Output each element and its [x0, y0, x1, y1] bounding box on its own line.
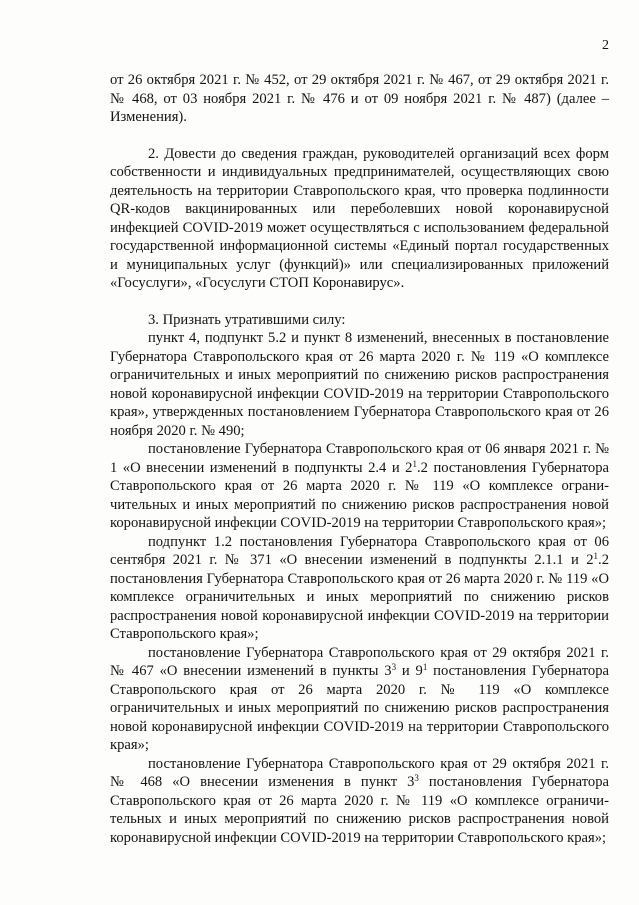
- paragraph-cont: от 26 октября 2021 г. № 452, от 29 октября 2021 г. № 467, от 29 октября 2021 г. № 468, от 03 ноября 2021 г. № 476 и от 09 ноября 2021 г. № 487) (далее – Изменения).: [110, 72, 609, 125]
- paragraph-item3e: постановление Губернатора Ставропольского края от 29 октября 2021 г. № 468 «О внесении изменения в пункт $3^3$ постановления Губернатора Ставропольского края от 26 марта 2020 г. № 119 «О комплексе ограничительных и иных мероприятий по снижению рисков распространения новой коронавирусной инфекции COVID-2019 на территории Ставропольского края»;: [110, 755, 609, 846]
- paragraph-item3: 3. Признать утратившими силу:: [148, 311, 346, 328]
- paragraph-gap: [110, 293, 609, 311]
- paragraph-item3a: пункт 4, подпункт 5.2 и пункт 8 изменений, внесенных в постановление Губернатора Ставропольского края от 26 марта 2020 г. № 119 «О комплексе ограничительных и иных мероприятий по снижению рисков распространения новой коронавирусной инфекции COVID-2019 на территории Ставропольского края», утвержденных постановлением Губернатора Ставропольского края от 26 ноября 2020 г. № 490;: [110, 330, 609, 439]
- page-number: 2: [602, 38, 609, 53]
- paragraph-item3d: постановление Губернатора Ставропольского края от 29 октября 2021 г. № 467 «О внесении изменений в пункты $3^3$ и $9^1$ постановления Губернатора Ставропольского края от 26 марта 2020 г. № 119 «О комплексе ограничительных и иных мероприятий по снижению рисков распространения новой коронавирусной инфекции COVID-2019 на территории Ставропольского края»;: [110, 644, 609, 753]
- paragraph-gap: [110, 127, 609, 145]
- paragraph-item3c: подпункт 1.2 постановления Губернатора Ставропольского края от 06 сентября 2021 г. № 371 «О внесении изменений в подпункты 2.1.1 и $2^1.2$ постановления Губернатора Ставропольского края от 26 марта 2020 г. № 119 «О комплексе ограничительных и иных мероприятий по снижению рисков распространения новой коронавирусной инфекции COVID-2019 на территории Ставропольского края»;: [110, 533, 609, 642]
- paragraph-item3b: постановление Губернатора Ставропольского края от 06 января 2021 г. № 1 «О внесении изменений в подпункты 2.4 и $2^1.2$ постановления Губернатора Ставропольского края от 26 марта 2020 г. № 119 «О комплексе ограничительных и иных мероприятий по снижению рисков распространения новой коронавирусной инфекции COVID-2019 на территории Ставропольского края»;: [110, 441, 609, 531]
- paragraph-item2: 2. Довести до сведения граждан, руководителей организаций всех форм собственности и индивидуальных предпринимателей, осуществляющих свою деятельность на территории Ставропольского края, что проверка подлинности QR-кодов вакцинированных или переболевших новой коронавирусной инфекцией COVID-2019 может осуществляться с использованием федеральной государственной информационной системы «Единый портал государственных и муниципальных услуг (функций)» или специализированных приложений «Госуслуги», «Госуслуги СТОП Коронавирус».: [110, 145, 609, 291]
- document-body: [110, 71, 609, 847]
